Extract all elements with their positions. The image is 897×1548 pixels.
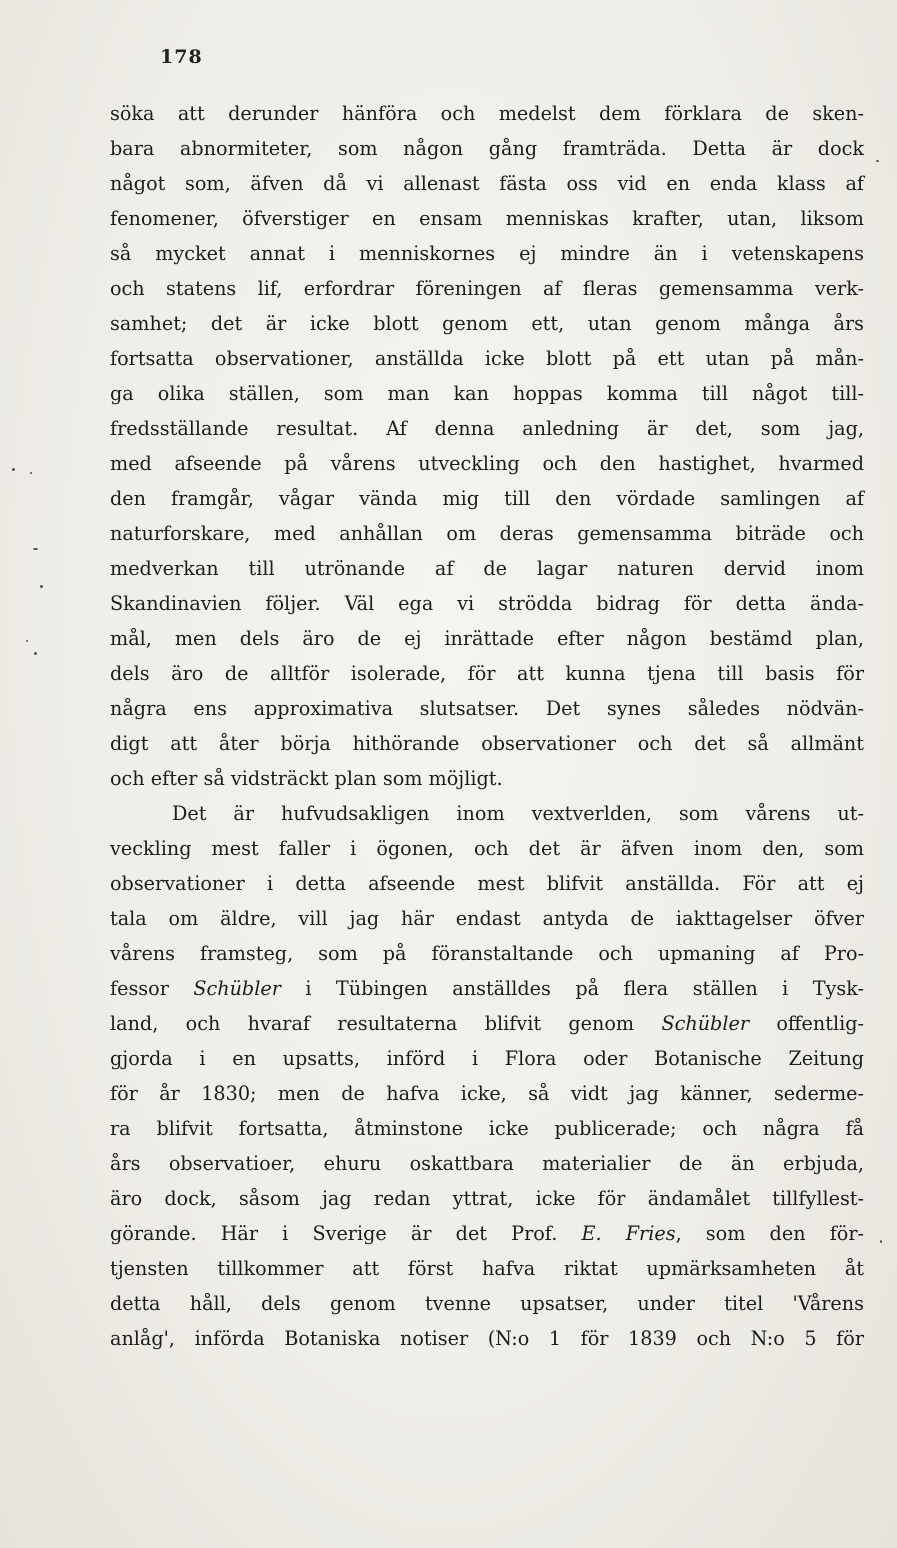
text-line: anlåg', införda Botaniska notiser (N:o 1 för 1839 och N:o 5 för: [110, 1327, 864, 1350]
italic-name: Schübler: [661, 1012, 750, 1035]
text-line: Det är hufvudsakligen inom vextverlden, som vårens ut-: [172, 802, 864, 825]
text-line: dels äro de alltför isolerade, för att kunna tjena till basis för: [110, 662, 864, 685]
text-line: Skandinavien följer. Väl ega vi strödda bidrag för detta ända-: [110, 592, 864, 615]
text-line: vårens framsteg, som på föranstaltande och upmaning af Pro-: [110, 942, 864, 965]
text-line: och efter så vidsträckt plan som möjligt.: [110, 767, 503, 790]
print-speck: [26, 640, 28, 642]
text-line: tjensten tillkommer att först hafva riktat upmärksamheten åt: [110, 1257, 864, 1280]
text-line: fessor Schübler i Tübingen anställdes på flera ställen i Tysk-: [110, 977, 864, 1000]
print-speck: [40, 585, 43, 588]
print-speck: [876, 160, 879, 162]
text-line: något som, äfven då vi allenast fästa oss vid en enda klass af: [110, 172, 864, 195]
text-line: samhet; det är icke blott genom ett, utan genom många års: [110, 312, 864, 335]
text-line: veckling mest faller i ögonen, och det är äfven inom den, som: [110, 837, 864, 860]
page-number: 178: [160, 46, 203, 68]
text-line: bara abnormiteter, som någon gång framträda. Detta är dock: [110, 137, 864, 160]
text-line: den framgår, vågar vända mig till den vördade samlingen af: [110, 487, 864, 510]
text-line: söka att derunder hänföra och medelst dem förklara de sken-: [110, 102, 864, 125]
text-line: fenomener, öfverstiger en ensam menniskas krafter, utan, liksom: [110, 207, 864, 230]
text-line: några ens approximativa slutsatser. Det synes således nödvän-: [110, 697, 864, 720]
text-line: mål, men dels äro de ej inrättade efter någon bestämd plan,: [110, 627, 864, 650]
print-speck: [33, 548, 38, 550]
text-line: äro dock, såsom jag redan yttrat, icke för ändamålet tillfyllest-: [110, 1187, 864, 1210]
print-speck: [12, 468, 15, 471]
text-line: detta håll, dels genom tvenne upsatser, under titel 'Vårens: [110, 1292, 864, 1315]
text-line: ra blifvit fortsatta, åtminstone icke publicerade; och några få: [110, 1117, 864, 1140]
print-speck: [34, 652, 37, 655]
italic-name: Schübler: [193, 977, 281, 1000]
text-line: görande. Här i Sverige är det Prof. E. Fries, som den för-: [110, 1222, 865, 1245]
text-line: observationer i detta afseende mest blifvit anställda. För att ej: [110, 872, 864, 895]
text-line: gjorda i en upsatts, införd i Flora oder Botanische Zeitung: [110, 1047, 864, 1070]
italic-name: E. Fries: [581, 1222, 676, 1245]
print-speck: [30, 472, 32, 474]
text-line: fortsatta observationer, anställda icke blott på ett utan på mån-: [110, 347, 864, 370]
text-line: ga olika ställen, som man kan hoppas komma till något till-: [110, 382, 864, 405]
text-line: års observatioer, ehuru oskattbara materialier de än erbjuda,: [110, 1152, 864, 1175]
text-line: tala om äldre, vill jag här endast antyda de iakttagelser öfver: [110, 907, 864, 930]
text-line: fredsställande resultat. Af denna anledning är det, som jag,: [110, 417, 864, 440]
text-line: för år 1830; men de hafva icke, så vidt jag känner, sederme-: [110, 1082, 864, 1105]
print-speck: [880, 1240, 882, 1243]
text-line: med afseende på vårens utveckling och den hastighet, hvarmed: [110, 452, 864, 475]
text-line: så mycket annat i menniskornes ej mindre än i vetenskapens: [110, 242, 864, 265]
text-line: och statens lif, erfordrar föreningen af fleras gemensamma verk-: [110, 277, 864, 300]
text-line: digt att åter börja hithörande observationer och det så allmänt: [110, 732, 864, 755]
text-line: medverkan till utrönande af de lagar naturen dervid inom: [110, 557, 864, 580]
text-line: land, och hvaraf resultaterna blifvit genom Schübler offentlig-: [110, 1012, 864, 1035]
text-line: naturforskare, med anhållan om deras gemensamma biträde och: [110, 522, 864, 545]
